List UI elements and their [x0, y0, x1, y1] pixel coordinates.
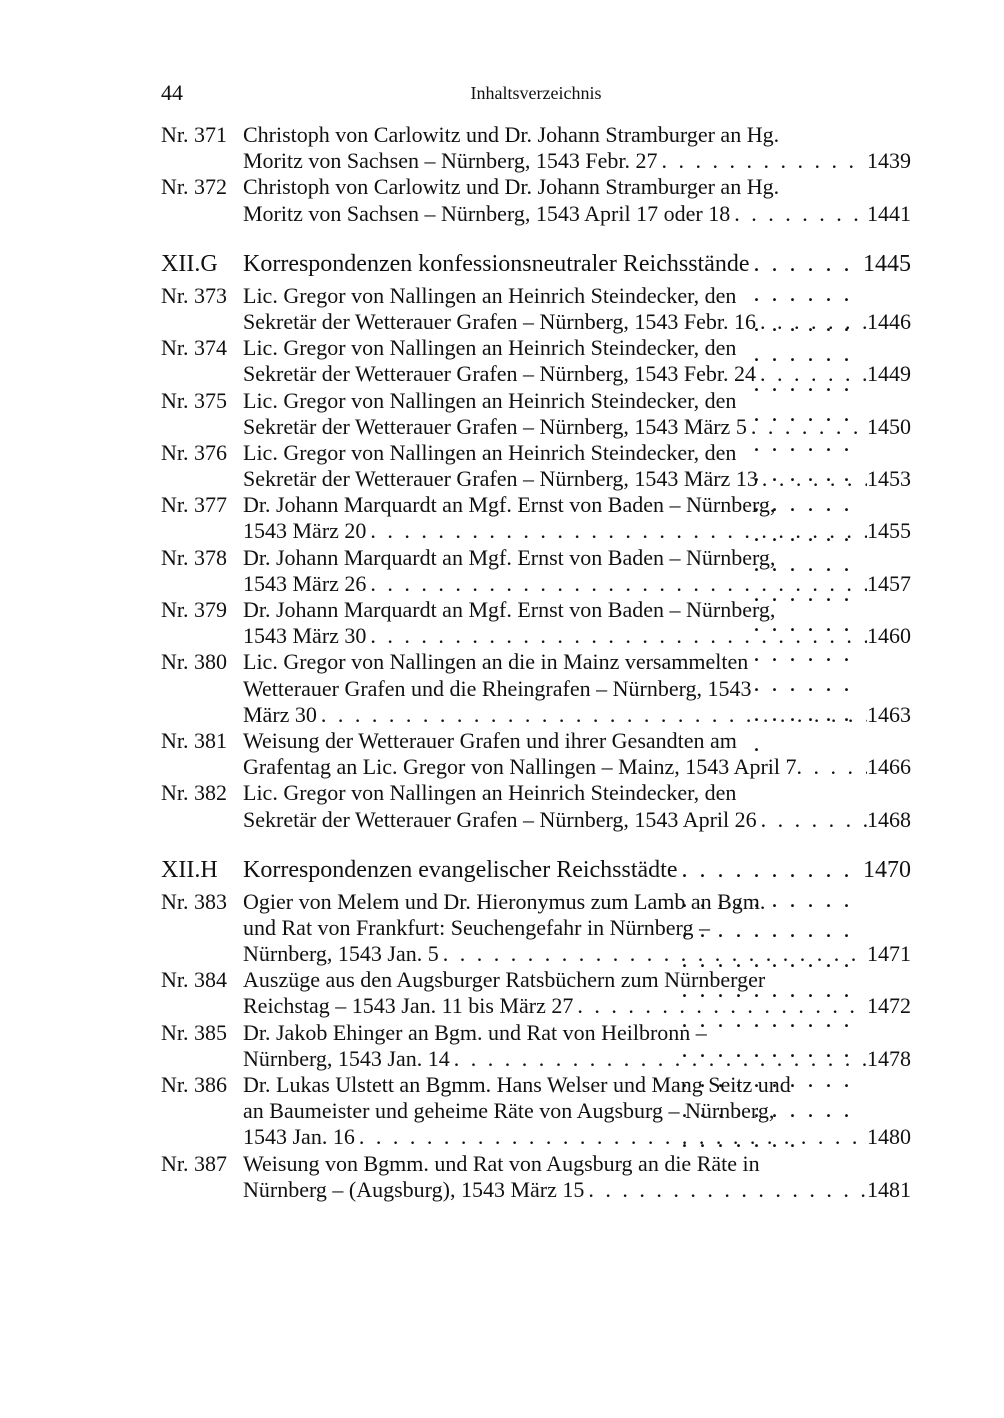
section-page-number: 1445 [863, 250, 911, 277]
entry-title-line: Moritz von Sachsen – Nürnberg, 1543 Febr. 27 [243, 148, 658, 174]
dot-leader [439, 941, 867, 967]
section-code: XII.H [161, 856, 218, 883]
section-title: Korrespondenzen konfessionsneutraler Reichsstände [243, 250, 750, 277]
entry-number: Nr. 383 [161, 888, 227, 914]
entry-number: Nr. 372 [161, 174, 227, 200]
toc-entry-371 [161, 122, 911, 174]
toc-entry-377 [161, 492, 911, 544]
entry-page-number: 1453 [867, 466, 911, 492]
entry-page-number: 1441 [867, 200, 911, 226]
dot-leader [317, 702, 867, 728]
entry-page-number: 1466 [867, 754, 911, 780]
entry-title-line: Lic. Gregor von Nallingen an Heinrich Steindecker, den [243, 335, 737, 361]
entry-page-number: 1481 [867, 1176, 911, 1202]
entry-title-line: Lic. Gregor von Nallingen an Heinrich Steindecker, den [243, 282, 737, 308]
dot-leader [450, 1046, 867, 1072]
entry-number: Nr. 381 [161, 727, 227, 753]
toc-entry-376 [161, 440, 911, 492]
entry-number: Nr. 371 [161, 122, 227, 147]
entry-title-line: Reichstag – 1543 Jan. 11 bis März 27 [243, 993, 574, 1019]
entry-page-number: 1446 [867, 308, 911, 334]
section-title: Korrespondenzen evangelischer Reichsstädte [243, 856, 678, 883]
entry-title-line: Nürnberg – (Augsburg), 1543 März 15 [243, 1176, 585, 1202]
entry-title-line: 1543 März 20 [243, 518, 367, 544]
dot-leader [756, 309, 867, 335]
entry-page-number: 1449 [867, 361, 911, 387]
entry-title-line: Dr. Johann Marquardt an Mgf. Ernst von Baden – Nürnberg, [243, 544, 776, 570]
dot-leader [366, 518, 867, 544]
entry-number: Nr. 378 [161, 544, 227, 570]
entry-title-line: an Baumeister und geheime Räte von Augsburg – Nürnberg, [243, 1098, 775, 1124]
entry-title-line: Moritz von Sachsen – Nürnberg, 1543 April 17 oder 18 [243, 200, 731, 226]
entry-title-line: 1543 März 30 [243, 623, 367, 649]
entry-title-line: Dr. Johann Marquardt an Mgf. Ernst von Baden – Nürnberg, [243, 597, 776, 622]
toc-entry-380 [161, 649, 911, 728]
entry-title-line: Nürnberg, 1543 Jan. 5 [243, 941, 439, 967]
toc-entry-379 [161, 597, 911, 649]
entry-number: Nr. 387 [161, 1150, 227, 1176]
entry-page-number: 1460 [867, 623, 911, 649]
entry-page-number: 1478 [867, 1045, 911, 1071]
toc-entry-375 [161, 388, 911, 440]
entry-page-number: 1468 [867, 806, 911, 832]
dot-leader [747, 414, 867, 440]
entry-title-line: Christoph von Carlowitz und Dr. Johann Stramburger an Hg. [243, 174, 780, 200]
entry-title-line: Lic. Gregor von Nallingen an Heinrich Steindecker, den [243, 387, 737, 413]
page-number: 44 [161, 80, 183, 105]
toc-entry-374 [161, 335, 911, 387]
running-header [161, 80, 911, 110]
entry-number: Nr. 377 [161, 492, 227, 518]
entry-number: Nr. 373 [161, 282, 227, 308]
dot-leader [757, 807, 867, 833]
entry-number: Nr. 385 [161, 1019, 227, 1045]
entry-title-line: Dr. Johann Marquardt an Mgf. Ernst von Baden – Nürnberg, [243, 492, 776, 518]
running-title: Inhaltsverzeichnis [470, 83, 602, 103]
entry-number: Nr. 376 [161, 439, 227, 465]
dot-leader [573, 993, 867, 1019]
dot-leader [730, 201, 867, 227]
entry-title-line: Dr. Jakob Ehinger an Bgm. und Rat von Heilbronn – [243, 1019, 707, 1045]
entry-number: Nr. 386 [161, 1072, 227, 1097]
entry-page-number: 1450 [867, 413, 911, 439]
toc-entry-387 [161, 1151, 911, 1203]
section-page-number: 1470 [863, 856, 911, 883]
entry-title-line: Auszüge aus den Augsburger Ratsbüchern zum Nürnberger [243, 967, 766, 993]
toc-entry-378 [161, 545, 911, 597]
entry-title-line: Ogier von Melem und Dr. Hieronymus zum Lamb an Bgm. [243, 888, 766, 914]
entry-title-line: März 30 [243, 701, 317, 727]
section-code: XII.G [161, 250, 218, 277]
dot-leader [355, 1124, 867, 1150]
entry-title-line: Sekretär der Wetterauer Grafen – Nürnberg, 1543 März 13 [243, 466, 758, 492]
toc-entry-382 [161, 780, 911, 832]
toc-entry-381 [161, 728, 911, 780]
toc-entry-372 [161, 174, 911, 226]
toc-entry-384 [161, 967, 911, 1019]
entry-title-line: Sekretär der Wetterauer Grafen – Nürnberg, 1543 April 26 [243, 806, 757, 832]
dot-leader [584, 1177, 867, 1203]
dot-leader [797, 754, 867, 780]
entry-page-number: 1455 [867, 518, 911, 544]
entry-number: Nr. 384 [161, 967, 227, 993]
section-heading-xii-g [161, 249, 911, 279]
entry-title-line: Sekretär der Wetterauer Grafen – Nürnberg, 1543 März 5 [243, 413, 747, 439]
entry-page-number: 1457 [867, 570, 911, 596]
entry-page-number: 1463 [867, 701, 911, 727]
toc-list [161, 122, 911, 1203]
entry-number: Nr. 374 [161, 335, 227, 361]
toc-entry-373 [161, 283, 911, 335]
entry-page-number: 1472 [867, 993, 911, 1019]
entry-title-line: 1543 März 26 [243, 570, 367, 596]
entry-title-line: und Rat von Frankfurt: Seuchengefahr in Nürnberg – [243, 914, 710, 940]
dot-leader [366, 623, 867, 649]
entry-title-line: Christoph von Carlowitz und Dr. Johann Stramburger an Hg. [243, 122, 780, 147]
entry-title-line: 1543 Jan. 16 [243, 1124, 355, 1150]
dot-leader [658, 148, 868, 174]
dot-leader [758, 466, 867, 492]
dot-leader [366, 571, 867, 597]
entry-title-line: Sekretär der Wetterauer Grafen – Nürnberg, 1543 Febr. 24 [243, 361, 757, 387]
entry-number: Nr. 380 [161, 649, 227, 675]
entry-title-line: Lic. Gregor von Nallingen an die in Mainz versammelten [243, 649, 749, 675]
toc-entry-386 [161, 1072, 911, 1151]
section-heading-xii-h [161, 855, 911, 885]
entry-number: Nr. 375 [161, 387, 227, 413]
entry-number: Nr. 379 [161, 597, 227, 622]
entry-title-line: Lic. Gregor von Nallingen an Heinrich Steindecker, den [243, 780, 737, 806]
entry-title-line: Dr. Lukas Ulstett an Bgmm. Hans Welser und Mang Seitz und [243, 1072, 791, 1097]
entry-title-line: Grafentag an Lic. Gregor von Nallingen – Mainz, 1543 April 7 [243, 754, 797, 780]
entry-page-number: 1480 [867, 1124, 911, 1150]
toc-entry-385 [161, 1020, 911, 1072]
entry-title-line: Weisung von Bgmm. und Rat von Augsburg an die Räte in [243, 1150, 760, 1176]
entry-title-line: Wetterauer Grafen und die Rheingrafen – Nürnberg, 1543 [243, 675, 752, 701]
entry-page-number: 1439 [867, 148, 911, 174]
entry-title-line: Sekretär der Wetterauer Grafen – Nürnberg, 1543 Febr. 16 [243, 308, 757, 334]
dot-leader [756, 361, 867, 387]
entry-page-number: 1471 [867, 941, 911, 967]
toc-entry-383 [161, 889, 911, 968]
entry-title-line: Weisung der Wetterauer Grafen und ihrer Gesandten am [243, 727, 737, 753]
entry-number: Nr. 382 [161, 780, 227, 806]
entry-title-line: Lic. Gregor von Nallingen an Heinrich Steindecker, den [243, 439, 737, 465]
entry-title-line: Nürnberg, 1543 Jan. 14 [243, 1045, 450, 1071]
